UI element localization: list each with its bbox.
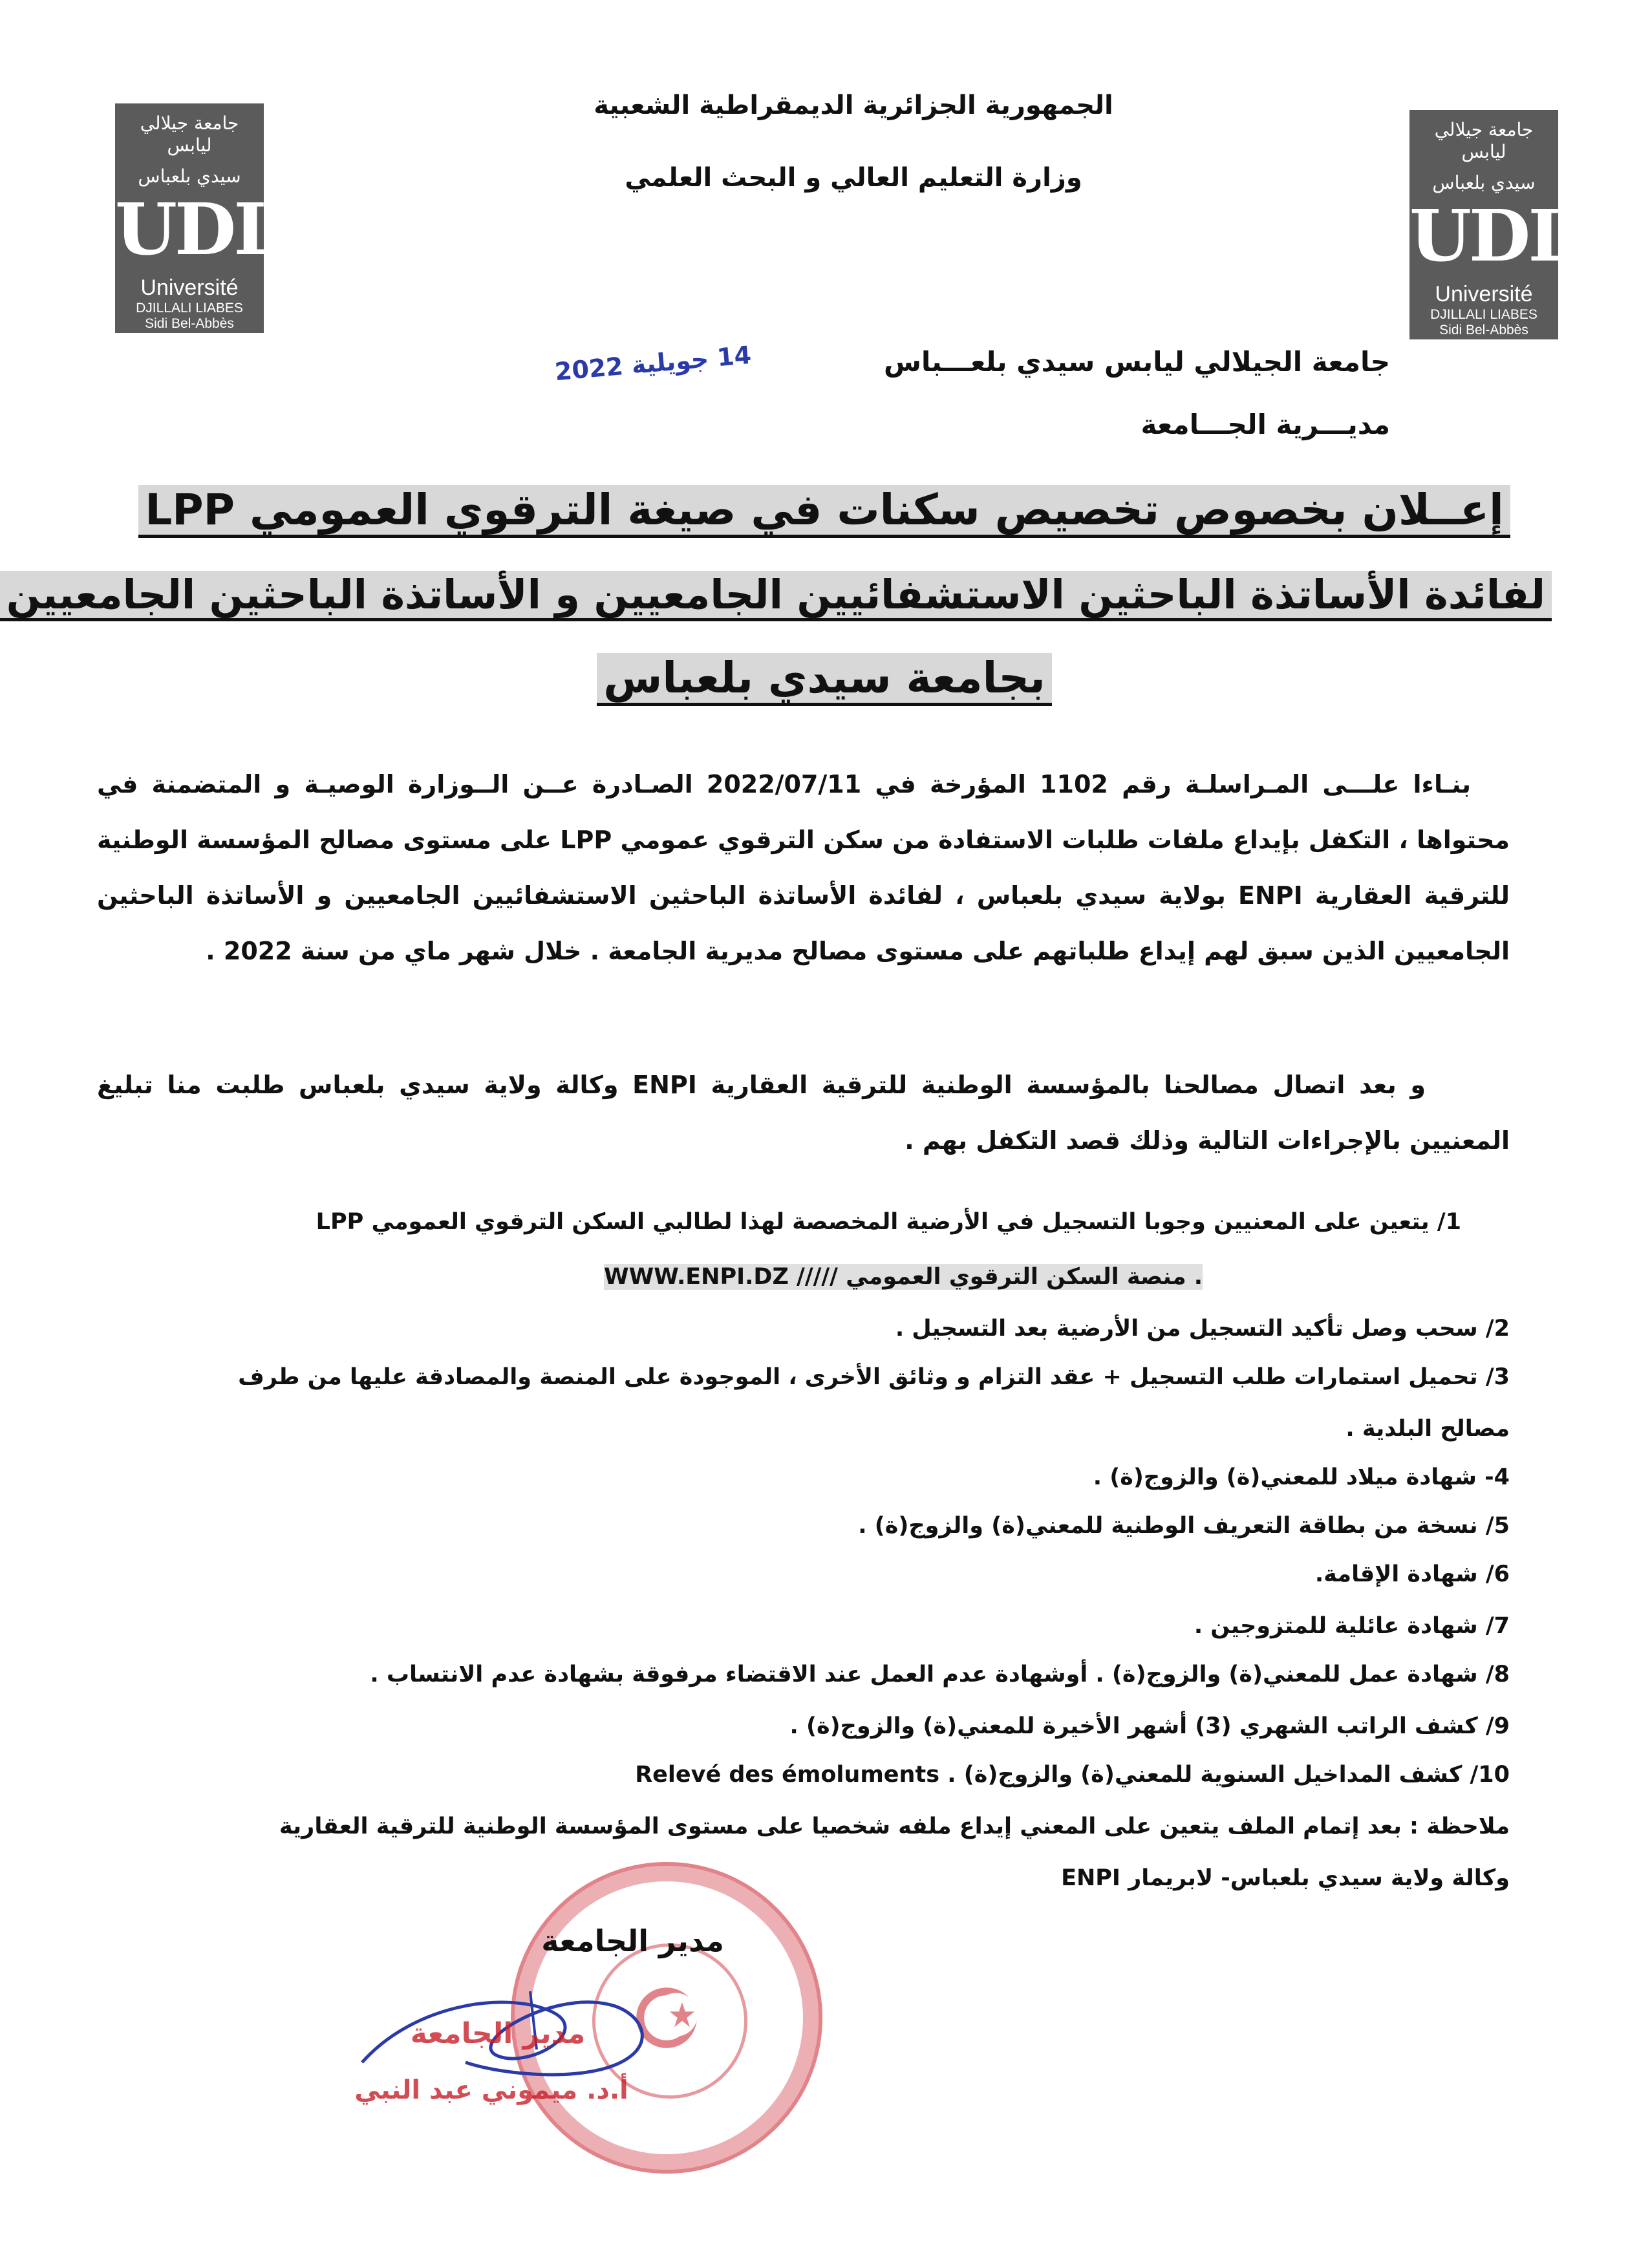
logo-brand: UDL [1409, 194, 1576, 277]
list-item: 9/ كشف الراتب الشهري (3) أشهر الأخيرة للمعني(ة) والزوج(ة) . [789, 1713, 1510, 1739]
note-line-1: ملاحظة : بعد إتمام الملف يتعين على المعني إيداع ملفه شخصيا على مستوى المؤسسة الوطنية للترقية العقارية [279, 1813, 1510, 1839]
stamp-title: مدير الجامعة [410, 2017, 586, 2050]
logo-djillali: DJILLALI LIABES [1430, 307, 1538, 322]
title-line-3-text: بجامعة سيدي بلعباس [597, 653, 1051, 706]
body-paragraph-1: بنـاءا علـــى المـراسلـة رقم 1102 المؤرخة في 2022/07/11 الصـادرة عــن الــوزارة الوصيـة و المتضمنة في محتواها ، التكفل بإيداع ملفات طلبات الاستفادة من سكن الترقوي عمومي LPP على مستوى مصالح المؤسسة الوطنية للترقية العقارية ENPI بولاية سيدي بلعباس ، لفائدة الأساتذة الباحثين الاستشفائيين الجامعيين و الأساتذة الباحثين الجامعيين الذين سبق لهم إيداع طلباتهم على مستوى مصالح مديرية الجامعة . خلال شهر ماي من سنة 2022 . [97, 770, 1510, 965]
logo-city: Sidi Bel-Abbès [145, 316, 234, 331]
logo-city: Sidi Bel-Abbès [1439, 323, 1528, 337]
enpi-url: WWW.ENPI.DZ ///// منصة السكن الترقوي العمومي . [604, 1264, 1203, 1290]
title-line-2-text: لفائدة الأساتذة الباحثين الاستشفائيين الجامعيين و الأساتذة الباحثين الجامعيين [0, 571, 1552, 621]
list-item: مصالح البلدية . [1345, 1416, 1510, 1442]
list-item: 7/ شهادة عائلية للمتزوجين . [1194, 1613, 1510, 1639]
logo-arabic-name: جامعة جيلالي ليابس [140, 112, 239, 156]
list-item: 2/ سحب وصل تأكيد التسجيل من الأرضية بعد التسجيل . [895, 1316, 1510, 1342]
date-stamp: 14 جويلية 2022 [553, 340, 753, 387]
announcement-title-line-2 [6, 569, 1552, 619]
director-name: أ.د. ميموني عبد النبي [354, 2075, 628, 2105]
logo-arabic-city: سيدي بلعباس [1432, 172, 1536, 193]
university-logo-right [1409, 110, 1576, 339]
ministry-header: وزارة التعليم العالي و البحث العلمي [625, 163, 1082, 193]
logo-university: Université [140, 275, 239, 300]
note-line-2: ENPI وكالة ولاية سيدي بلعباس- لابريمار [1061, 1865, 1510, 1891]
list-item-url [97, 1264, 1203, 1290]
list-item: 4- شهادة ميلاد للمعني(ة) والزوج(ة) . [1093, 1464, 1510, 1490]
logo-djillali: DJILLALI LIABES [136, 301, 243, 316]
director-title: مدير الجامعة [541, 1923, 724, 1958]
list-item: 10/ كشف المداخيل السنوية للمعني(ة) والزوج(ة) . Relevé des émoluments [635, 1762, 1510, 1788]
announcement-title-line-1 [97, 485, 1552, 535]
list-item: 1/ يتعين على المعنيين وجوبا التسجيل في الأرضية المخصصة لهذا لطالبي السكن الترقوي العمومي LPP [316, 1209, 1461, 1235]
institution-directorate: مديـــرية الجـــامعة [1141, 409, 1390, 440]
list-item: 8/ شهادة عمل للمعني(ة) والزوج(ة) . أوشهادة عدم العمل عند الاقتضاء مرفوقة بشهادة عدم الانتساب . [370, 1662, 1510, 1687]
title-line-1-text: إعــلان بخصوص تخصيص سكنات في صيغة الترقوي العمومي LPP [138, 485, 1510, 538]
logo-arabic-city: سيدي بلعباس [138, 166, 241, 187]
institution-university: جامعة الجيلالي ليابس سيدي بلعـــباس [883, 346, 1390, 378]
list-item: 3/ تحميل استمارات طلب التسجيل + عقد التزام و وثائق الأخرى ، الموجودة على المنصة والمصادقة عليها من طرف [238, 1364, 1510, 1390]
republic-header: الجمهورية الجزائرية الديمقراطية الشعبية [594, 91, 1113, 120]
logo-university: Université [1435, 282, 1533, 306]
logo-arabic-name: جامعة جيلالي ليابس [1434, 119, 1534, 162]
university-logo-left [115, 103, 281, 333]
list-item: 6/ شهادة الإقامة. [1314, 1561, 1510, 1587]
announcement-title-line-3 [97, 653, 1552, 703]
list-item: 5/ نسخة من بطاقة التعريف الوطنية للمعني(ة) والزوج(ة) . [858, 1513, 1510, 1539]
logo-brand: UDL [115, 187, 281, 271]
body-paragraph-2: و بعد اتصال مصالحنا بالمؤسسة الوطنية للترقية العقارية ENPI وكالة ولاية سيدي بلعباس طلبت منا تبليغ المعنيين بالإجراءات التالية وذلك قصد التكفل بهم . [97, 1071, 1510, 1155]
